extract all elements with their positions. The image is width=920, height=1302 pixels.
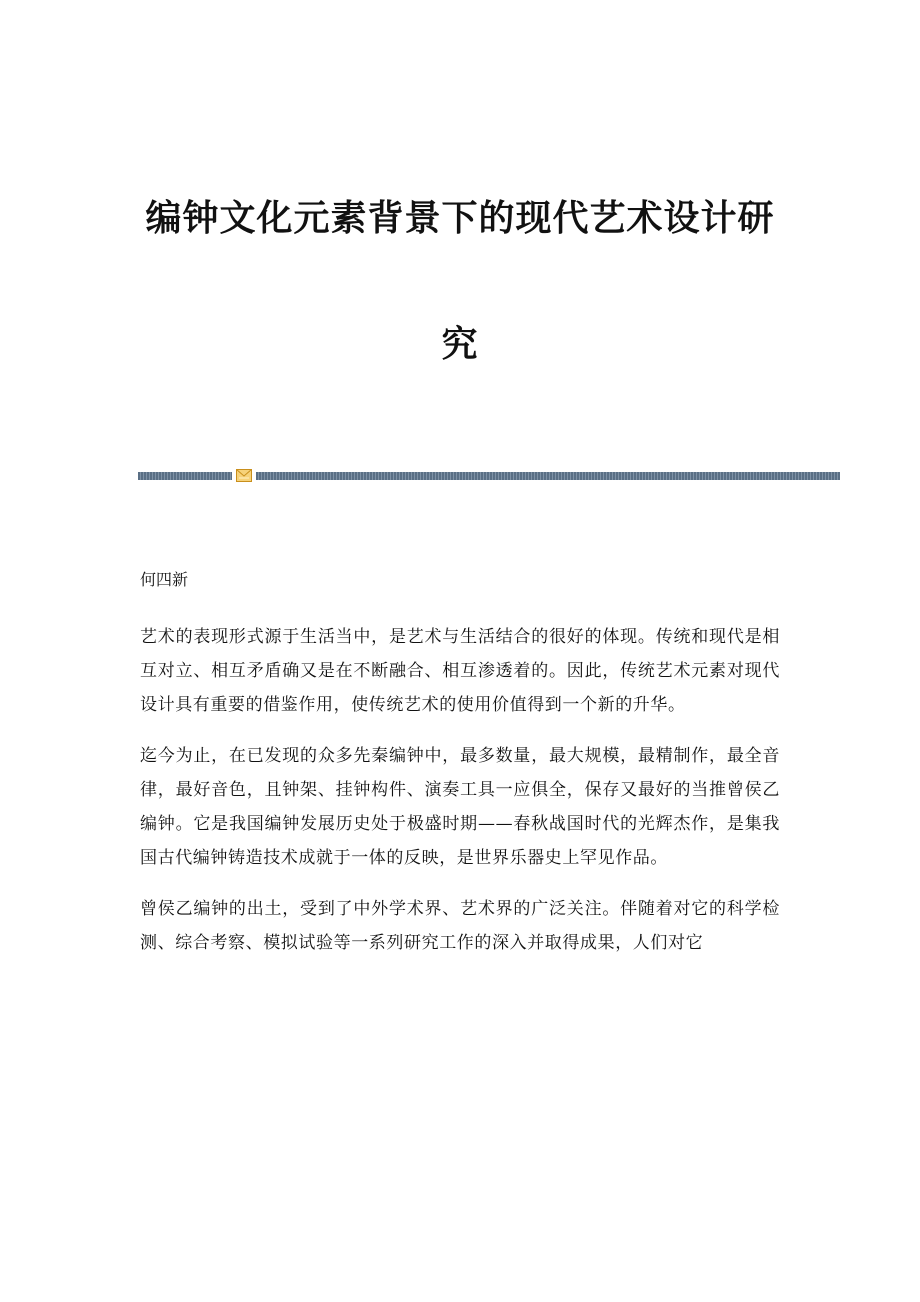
divider-bar-left: [138, 472, 232, 480]
author-name: 何四新: [140, 570, 189, 589]
paragraph: 曾侯乙编钟的出土，受到了中外学术界、艺术界的广泛关注。伴随着对它的科学检测、综合考察、模拟试验等一系列研究工作的深入并取得成果，人们对它: [140, 899, 780, 953]
divider-bar-right: [256, 472, 840, 480]
envelope-icon: [236, 469, 252, 482]
article-body: [140, 620, 780, 977]
title-line-2: 究: [441, 323, 479, 365]
document-title: [120, 188, 800, 374]
title-divider: [138, 472, 840, 480]
title-line-1: 编钟文化元素背景下的现代艺术设计研: [145, 197, 775, 239]
paragraph: 迄今为止，在已发现的众多先秦编钟中，最多数量，最大规模，最精制作，最全音律，最好音色，且钟架、挂钟构件、演奏工具一应俱全，保存又最好的当推曾侯乙编钟。它是我国编钟发展历史处于极盛时期——春秋战国时代的光辉杰作，是集我国古代编钟铸造技术成就于一体的反映，是世界乐器史上罕见作品。: [140, 746, 780, 868]
paragraph: 艺术的表现形式源于生活当中，是艺术与生活结合的很好的体现。传统和现代是相互对立、相互矛盾确又是在不断融合、相互渗透着的。因此，传统艺术元素对现代设计具有重要的借鉴作用，使传统艺术的使用价值得到一个新的升华。: [140, 627, 780, 715]
